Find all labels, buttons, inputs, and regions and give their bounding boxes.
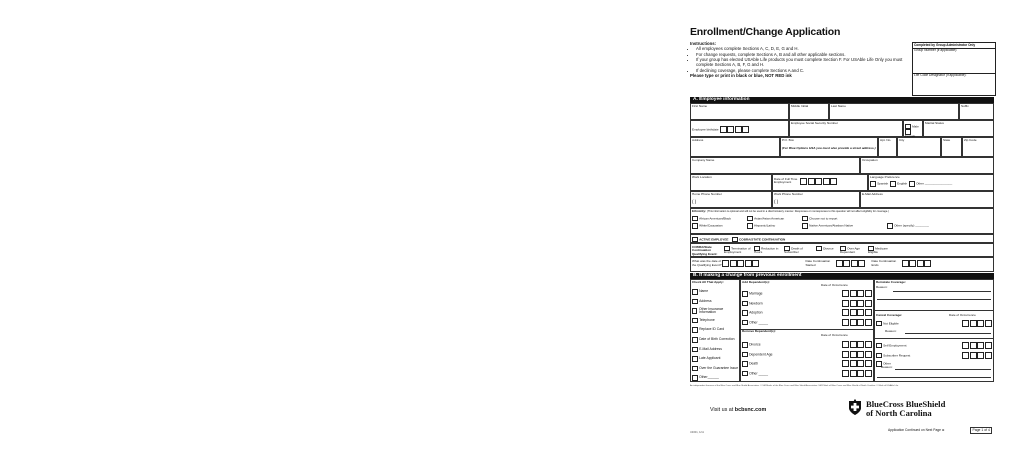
date-cell[interactable] [727, 126, 734, 133]
birthdate-label: Employee birthdate [692, 126, 719, 131]
cancel-option: Self Employment [883, 343, 907, 348]
remove-dep-option: Divorce [749, 342, 761, 347]
company-label: Company Name [692, 157, 715, 162]
section-b-bar: B. If making a change from previous enrollment [690, 273, 994, 279]
language-field: Language Preference Spanish English Other ________________ [868, 174, 994, 191]
date-cell[interactable] [977, 342, 984, 349]
instruction-item: • If your group has elected USAble Life products you must complete Section F. For USAble Life Only you must complete Sections A, B, F, G and H. [696, 57, 910, 68]
change-option: Telephone [699, 317, 715, 322]
instruction-item: • If declining coverage, please complete Sections A and C. [696, 68, 910, 73]
ethnicity-option: Choose not to report [809, 216, 838, 221]
date-occurrence-label: Date of Occurrence [821, 283, 848, 287]
ethnicity-option: Asian/Asian American [754, 216, 785, 221]
date-cell[interactable] [865, 300, 872, 307]
ethnicity-checkbox[interactable] [692, 216, 698, 222]
page-number: Page 1 of 4 [970, 427, 992, 434]
date-cell[interactable] [857, 319, 864, 326]
change-checkbox[interactable] [692, 356, 698, 362]
date-cell[interactable] [843, 260, 850, 267]
remove-dep-option: Other [749, 371, 758, 376]
remove-dep-checkbox[interactable] [742, 352, 748, 358]
home-phone-field[interactable] [690, 191, 772, 208]
date-cell[interactable] [850, 351, 857, 358]
other-reason-line[interactable] [895, 369, 991, 370]
date-cell[interactable] [842, 300, 849, 307]
ethnicity-checkbox[interactable] [692, 223, 698, 229]
date-cell[interactable] [745, 260, 752, 267]
change-option: Name [699, 289, 709, 294]
qualifying-event-field [690, 243, 994, 257]
ssn-label: Employee Social Security Number [791, 120, 838, 125]
date-cell[interactable] [865, 319, 872, 326]
cancel-label: Cancel Coverage: [876, 313, 903, 317]
remove-dep-option: Death [749, 361, 759, 366]
zip-label: Zip Code [964, 137, 977, 142]
continued-text: Application Continued on Next Page [888, 428, 941, 432]
reinstate-reason-line[interactable] [893, 291, 991, 292]
date-cell[interactable] [865, 370, 872, 377]
change-checkbox[interactable] [692, 308, 697, 314]
last-name-label: Last Name [831, 103, 846, 108]
state-label: State [943, 137, 951, 142]
suffix-label: Suffix [961, 103, 969, 108]
event-option: Reduction in Hours [754, 246, 779, 255]
date-cell[interactable] [865, 290, 872, 297]
date-cell[interactable] [865, 351, 872, 358]
change-checkbox[interactable] [692, 318, 698, 324]
email-field[interactable] [860, 191, 994, 208]
apt-field[interactable] [878, 137, 897, 157]
remove-dep-checkbox[interactable] [742, 361, 748, 367]
reinstate-reason-label: Reason: [876, 285, 888, 290]
cobra-label: COBRA/STATE CONTINUATION [739, 237, 786, 242]
first-name-label: First Name [692, 103, 708, 108]
gender-field [903, 120, 923, 137]
male-label: Male [912, 124, 919, 129]
date-cell[interactable] [858, 260, 865, 267]
add-dep-option: Marriage [749, 291, 763, 296]
work-phone-field[interactable] [772, 191, 860, 208]
continuation-dates-field [690, 257, 994, 272]
instructions [690, 41, 910, 79]
date-cell[interactable] [970, 342, 977, 349]
check-all-label: Check All That Apply: [692, 279, 724, 284]
remove-dependents-label: Remove Dependent(s): [742, 329, 776, 333]
date-cell[interactable] [842, 290, 849, 297]
date-cell[interactable] [985, 342, 992, 349]
email-label: E-Mail Address [862, 191, 883, 196]
add-dep-option: Other [749, 320, 758, 325]
date-cell[interactable] [985, 352, 992, 359]
ethnicity-checkbox[interactable] [802, 216, 808, 222]
other-language-checkbox[interactable] [909, 181, 915, 187]
cancel-option: Other [883, 361, 891, 366]
cancel-checkbox[interactable] [876, 321, 882, 327]
add-dep-checkbox[interactable] [742, 291, 748, 297]
work-location-label: Work Location [692, 174, 712, 179]
date-cell[interactable] [720, 126, 727, 133]
occupation-field[interactable] [860, 157, 994, 174]
ethnicity-checkbox[interactable] [802, 223, 808, 229]
date-cell[interactable] [850, 290, 857, 297]
date-cell[interactable] [850, 300, 857, 307]
event-option: Over Age Dependent [840, 246, 860, 255]
remove-dep-option: Dependent Age [749, 352, 773, 357]
company-field[interactable] [690, 157, 860, 174]
date-cell[interactable] [857, 360, 864, 367]
cobra-checkbox[interactable] [732, 237, 738, 243]
add-dep-checkbox[interactable] [742, 301, 748, 307]
cancel-checkbox[interactable] [876, 353, 882, 359]
date-cell[interactable] [970, 320, 977, 327]
city-label: City [899, 137, 905, 142]
po-box-field[interactable] [780, 137, 878, 157]
other-reason-label: Reason: [881, 365, 893, 369]
change-checkbox[interactable] [692, 327, 698, 333]
instruction-item: • For change requests, complete Sections A, B and all other applicable sections. [696, 52, 910, 57]
life-code-field[interactable]: Life Code Designator (if applicable): [914, 73, 967, 78]
work-location-field[interactable] [690, 174, 772, 191]
instruction-item: • All employees complete Sections A, C, D, E, G and H. [696, 46, 910, 51]
change-option: Address [699, 298, 712, 303]
date-cell[interactable] [842, 351, 849, 358]
continued-note: Application Continued on Next Page ► [888, 428, 946, 432]
date-cell[interactable] [735, 126, 742, 133]
full-time-label: Date of Full Time Employment [774, 176, 798, 185]
form-title: Enrollment/Change Application [690, 26, 841, 38]
cancel-reason-label: Reason: [885, 329, 897, 333]
middle-initial-label: Middle Initial [791, 103, 809, 108]
date-cell[interactable] [836, 260, 843, 267]
active-employee-checkbox[interactable] [692, 237, 698, 243]
birthdate-field[interactable] [690, 120, 789, 137]
city-field[interactable] [897, 137, 941, 157]
apt-label: Apt. No. [880, 137, 892, 142]
date-cell[interactable] [742, 126, 749, 133]
visit-website [710, 407, 766, 413]
date-cell[interactable] [857, 300, 864, 307]
cont-started-label: Date Continuation Started [805, 259, 831, 267]
ethnicity-option: Other (specify) [894, 223, 915, 228]
date-cell[interactable] [977, 320, 984, 327]
date-cell[interactable] [970, 352, 977, 359]
last-name-field[interactable] [829, 103, 959, 120]
date-cell[interactable] [800, 178, 807, 185]
bcbs-brand [866, 400, 945, 418]
date-occurrence-label: Date of Occurrence [821, 333, 848, 337]
date-cell[interactable] [917, 260, 924, 267]
date-cell[interactable] [850, 309, 857, 316]
date-cell[interactable] [823, 178, 830, 185]
change-option: Other Insurance Information [698, 306, 724, 314]
female-label: Female [905, 133, 916, 138]
date-cell[interactable] [977, 352, 984, 359]
other-reason-line[interactable] [877, 377, 991, 378]
date-cell[interactable] [842, 309, 849, 316]
other-language-label: Other [916, 181, 924, 186]
group-admin-heading: Completed by Group Administrator Only [913, 43, 995, 49]
change-option: Date of Birth Correction [699, 337, 735, 342]
instructions-heading: Instructions: [690, 41, 717, 46]
change-checkbox[interactable] [692, 347, 698, 353]
event-checkbox[interactable] [816, 246, 822, 252]
date-cell[interactable] [850, 370, 857, 377]
bcbs-logo-icon [848, 399, 862, 415]
remove-dep-checkbox[interactable] [742, 342, 748, 348]
change-checkbox[interactable] [692, 337, 698, 343]
date-cell[interactable] [850, 319, 857, 326]
marital-label: Marital Status [925, 120, 944, 125]
date-cell[interactable] [962, 352, 969, 359]
blue-options-note: (For Blue Options HSA you must also provide a street address.) [782, 146, 876, 151]
date-cell[interactable] [737, 260, 744, 267]
middle-initial-field[interactable] [789, 103, 829, 120]
date-cell[interactable] [842, 319, 849, 326]
ethnicity-field: Ethnicity: (This information is optional and will not be used in a discriminatory manner. Responses or nonresponses to this question will not affect eligibility for coverage.) African American/Black Asian/Asian American Choose not to report White/Caucasian Hispanic/Latino Native American/Alaskan Native Other (specify) ________ [690, 208, 994, 234]
home-phone-label: Home Phone Number [692, 191, 722, 196]
enrollment-form-page [688, 22, 994, 442]
add-dependents-label: Add Dependent(s): [742, 279, 770, 284]
date-cell[interactable] [842, 360, 849, 367]
change-checkbox[interactable] [692, 299, 698, 305]
marital-status-field[interactable] [923, 120, 994, 137]
group-admin-box [912, 42, 996, 96]
date-cell[interactable] [865, 341, 872, 348]
add-dep-option: Adoption [749, 310, 763, 315]
date-cell[interactable] [808, 178, 815, 185]
work-phone-paren: ( ) [774, 199, 779, 205]
cont-ends-label: Date Continuation Ends [871, 259, 897, 267]
address-label: Address [692, 137, 704, 142]
state-field[interactable] [941, 137, 962, 157]
change-checkbox[interactable] [692, 366, 698, 372]
qualifying-label: COBRA/State Continuation Qualifying Event: [692, 244, 718, 256]
dependents-column: Add Dependent(s): Date of Occurrence Marriage Newborn Adoption Other _____ Remove Dependent(s): Date of Occurrence Divorce Dependent Age Death Other _____ [740, 279, 874, 382]
ethnicity-checkbox[interactable] [747, 216, 753, 222]
english-checkbox[interactable] [890, 181, 896, 187]
date-cell[interactable] [857, 341, 864, 348]
active-label: ACTIVE EMPLOYEE [699, 237, 729, 242]
work-phone-label: Work Phone Number [774, 191, 803, 196]
check-all-column: Check All That Apply: Name Address Other Insurance Information Telephone Replace ID Card Date of Birth Correction E-Mail Address Late Applicant Over the Guarantee Issue Other ______ [690, 279, 740, 382]
section-a-bar: A. Employee information [690, 97, 994, 103]
ethnicity-checkbox[interactable] [887, 223, 893, 229]
event-date-label: What was the date of the Qualifying Event? [692, 259, 722, 267]
ethnicity-note: (This information is optional and will not be used in a discriminatory manner. Responses or nonresponses to this question will not affect eligibility for coverage.) [706, 209, 889, 213]
date-cell[interactable] [815, 178, 822, 185]
add-dep-checkbox[interactable] [742, 320, 748, 326]
date-cell[interactable] [842, 370, 849, 377]
date-cell[interactable] [924, 260, 931, 267]
change-option: Over the Guarantee Issue [699, 365, 739, 370]
form-number: U4601, 1/11 [690, 431, 704, 434]
ethnicity-option: African American/Black [699, 216, 731, 221]
date-cell[interactable] [857, 351, 864, 358]
legal-footnote: An independent licensee of the Blue Cross and Blue Shield Association. ® SM Marks of the Blue Cross and Blue Shield Association. SM1 Mark of Blue Cross and Blue Shield of North Carolina. ® Mark of USAble Life. [690, 385, 899, 387]
date-cell[interactable] [902, 260, 909, 267]
ink-note: Please type or print in black or blue, NOT RED ink [690, 73, 792, 79]
event-option: Death of Subscriber [784, 246, 803, 255]
occupation-label: Occupation [862, 157, 878, 162]
visit-prefix: Visit us at [710, 407, 735, 413]
language-label: Language Preference [870, 174, 900, 179]
date-cell[interactable] [865, 360, 872, 367]
change-option: Late Applicant [699, 356, 721, 361]
ssn-field[interactable] [789, 120, 903, 137]
ethnicity-label: Ethnicity: [692, 208, 707, 213]
website-link[interactable]: bcbsnc.com [734, 407, 767, 413]
event-option: Medicare Eligible [868, 246, 888, 255]
english-label: English [897, 181, 908, 186]
po-box-label: P.O. Box [782, 137, 794, 142]
cancel-option: Not Eligible [883, 321, 899, 326]
date-cell[interactable] [830, 178, 837, 185]
date-cell[interactable] [857, 290, 864, 297]
date-cell[interactable] [752, 260, 759, 267]
change-checkbox[interactable] [692, 289, 698, 295]
cancel-checkbox[interactable] [876, 343, 882, 349]
event-option: Termination of Employment [724, 246, 751, 255]
add-dep-checkbox[interactable] [742, 310, 748, 316]
change-checkbox[interactable] [692, 375, 698, 381]
date-cell[interactable] [865, 309, 872, 316]
ethnicity-option: Native American/Alaskan Native [809, 223, 854, 228]
date-cell[interactable] [851, 260, 858, 267]
ethnicity-checkbox[interactable] [747, 223, 753, 229]
date-cell[interactable] [722, 260, 729, 267]
date-cell[interactable] [962, 320, 969, 327]
add-dep-option: Newborn [749, 301, 763, 306]
date-cell[interactable] [850, 360, 857, 367]
cancel-reason-line[interactable] [905, 333, 991, 334]
first-name-field[interactable] [690, 103, 789, 120]
date-cell[interactable] [857, 370, 864, 377]
brand-line-1: BlueCross BlueShield [866, 399, 946, 409]
home-phone-paren: ( ) [692, 199, 697, 205]
brand-line-2: of North Carolina [866, 408, 932, 419]
change-option: Other [699, 375, 708, 380]
date-cell[interactable] [842, 341, 849, 348]
remove-dep-checkbox[interactable] [742, 371, 748, 377]
cancel-option: Subscriber Request [883, 353, 911, 358]
spanish-label: Spanish [877, 181, 889, 186]
date-cell[interactable] [909, 260, 916, 267]
reinstate-cancel-column [874, 279, 994, 382]
suffix-field[interactable] [959, 103, 994, 120]
group-number-field[interactable]: Group Number (if applicable): [913, 49, 995, 74]
ethnicity-option: White/Caucasian [699, 223, 723, 228]
event-option: Divorce [823, 246, 834, 251]
date-cell[interactable] [850, 341, 857, 348]
date-cell[interactable] [730, 260, 737, 267]
change-option: E-Mail Address [699, 346, 722, 351]
date-occurrence-label: Date of Occurrence [949, 313, 976, 317]
date-cell[interactable] [962, 342, 969, 349]
employment-status-field [690, 234, 994, 243]
change-option: Replace ID Card [699, 327, 725, 332]
full-time-date-field[interactable] [772, 174, 868, 191]
zip-field[interactable] [962, 137, 994, 157]
reinstate-reason-line[interactable] [877, 299, 991, 300]
reinstate-label: Reinstate Coverage: [876, 279, 906, 284]
spanish-checkbox[interactable] [870, 181, 876, 187]
address-field[interactable] [690, 137, 780, 157]
date-cell[interactable] [857, 309, 864, 316]
ethnicity-option: Hispanic/Latino [754, 223, 776, 228]
date-cell[interactable] [985, 320, 992, 327]
